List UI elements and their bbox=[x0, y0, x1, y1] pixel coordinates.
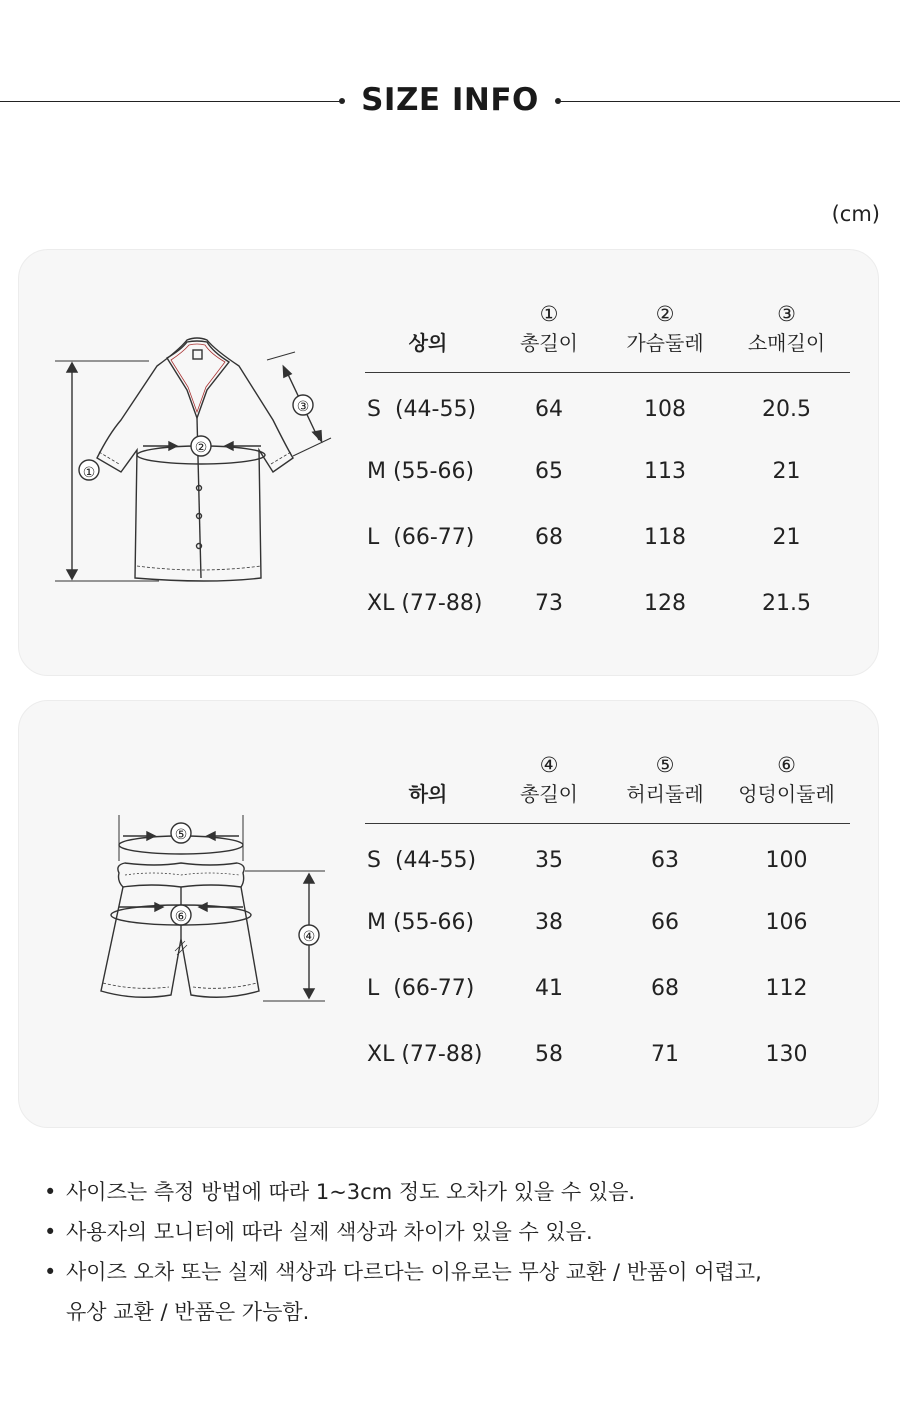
top-col-header-1: ① 총길이 bbox=[491, 250, 607, 372]
shirt-diagram-icon bbox=[49, 330, 339, 590]
value-cell: 65 bbox=[535, 458, 563, 484]
page-title: SIZE INFO bbox=[361, 82, 539, 118]
value-cell: 118 bbox=[644, 524, 686, 550]
title-divider-right bbox=[560, 101, 900, 102]
mark-2: ② bbox=[194, 440, 208, 456]
top-size-panel bbox=[18, 249, 879, 676]
table-row bbox=[365, 1021, 850, 1087]
size-cell: S (44-55) bbox=[367, 396, 477, 422]
value-cell: 21 bbox=[772, 524, 801, 550]
value-cell: 73 bbox=[535, 590, 563, 616]
value-cell: 112 bbox=[765, 975, 808, 1001]
value-cell: 106 bbox=[765, 909, 808, 935]
bottom-col-header-5: ⑤ 허리둘레 bbox=[607, 701, 723, 823]
bottom-col-header-4: ④ 총길이 bbox=[491, 701, 607, 823]
note-item: • 사이즈 오차 또는 실제 색상과 다르다는 이유로는 무상 교환 / 반품이 어렵고, bbox=[44, 1252, 874, 1292]
size-cell: M (55-66) bbox=[367, 909, 475, 935]
value-cell: 58 bbox=[535, 1041, 563, 1067]
top-col-header-3: ③ 소매길이 bbox=[723, 250, 850, 372]
size-cell: L (66-77) bbox=[367, 524, 475, 550]
mark-3: ③ bbox=[296, 399, 310, 415]
size-cell: M (55-66) bbox=[367, 458, 475, 484]
value-cell: 66 bbox=[651, 909, 679, 935]
value-cell: 38 bbox=[535, 909, 563, 935]
value-cell: 68 bbox=[651, 975, 679, 1001]
note-item-continuation: 유상 교환 / 반품은 가능함. bbox=[66, 1300, 310, 1324]
value-cell: 113 bbox=[644, 458, 686, 484]
shorts-diagram-icon bbox=[95, 811, 325, 1011]
value-cell: 68 bbox=[535, 524, 563, 550]
bottom-col-header-6: ⑥ 엉덩이둘레 bbox=[723, 701, 850, 823]
value-cell: 21 bbox=[772, 458, 801, 484]
section-title-bar bbox=[0, 78, 900, 126]
value-cell: 100 bbox=[765, 847, 808, 873]
note-item: • 사용자의 모니터에 따라 실제 색상과 차이가 있을 수 있음. bbox=[44, 1212, 874, 1252]
mark-1: ① bbox=[82, 465, 96, 481]
value-cell: 71 bbox=[651, 1041, 679, 1067]
table-row bbox=[365, 889, 850, 955]
value-cell: 21.5 bbox=[762, 590, 811, 616]
table-row bbox=[365, 823, 850, 889]
value-cell: 130 bbox=[765, 1041, 808, 1067]
table-row bbox=[365, 570, 850, 636]
size-cell: XL (77-88) bbox=[367, 590, 483, 616]
value-cell: 63 bbox=[651, 847, 679, 873]
table-row bbox=[365, 372, 850, 438]
size-cell: XL (77-88) bbox=[367, 1041, 483, 1067]
bottom-size-table bbox=[365, 701, 850, 1087]
top-col-header-2: ② 가슴둘레 bbox=[607, 250, 723, 372]
value-cell: 41 bbox=[535, 975, 563, 1001]
value-cell: 108 bbox=[644, 396, 686, 422]
notes-list bbox=[44, 1172, 874, 1332]
value-cell: 64 bbox=[535, 396, 563, 422]
value-cell: 128 bbox=[644, 590, 686, 616]
top-size-table bbox=[365, 250, 850, 636]
bottom-size-panel bbox=[18, 700, 879, 1128]
mark-5: ⑤ bbox=[174, 827, 188, 843]
mark-6: ⑥ bbox=[174, 909, 188, 925]
value-cell: 35 bbox=[535, 847, 563, 873]
size-cell: S (44-55) bbox=[367, 847, 477, 873]
note-item: • 사이즈는 측정 방법에 따라 1~3cm 정도 오차가 있을 수 있음. bbox=[44, 1172, 874, 1212]
table-row bbox=[365, 955, 850, 1021]
size-cell: L (66-77) bbox=[367, 975, 475, 1001]
unit-label: (cm) bbox=[831, 202, 880, 226]
mark-4: ④ bbox=[302, 929, 316, 945]
bottom-category-header: 하의 bbox=[365, 701, 491, 823]
table-row bbox=[365, 438, 850, 504]
table-row bbox=[365, 504, 850, 570]
value-cell: 20.5 bbox=[762, 396, 811, 422]
top-category-header: 상의 bbox=[365, 250, 491, 372]
